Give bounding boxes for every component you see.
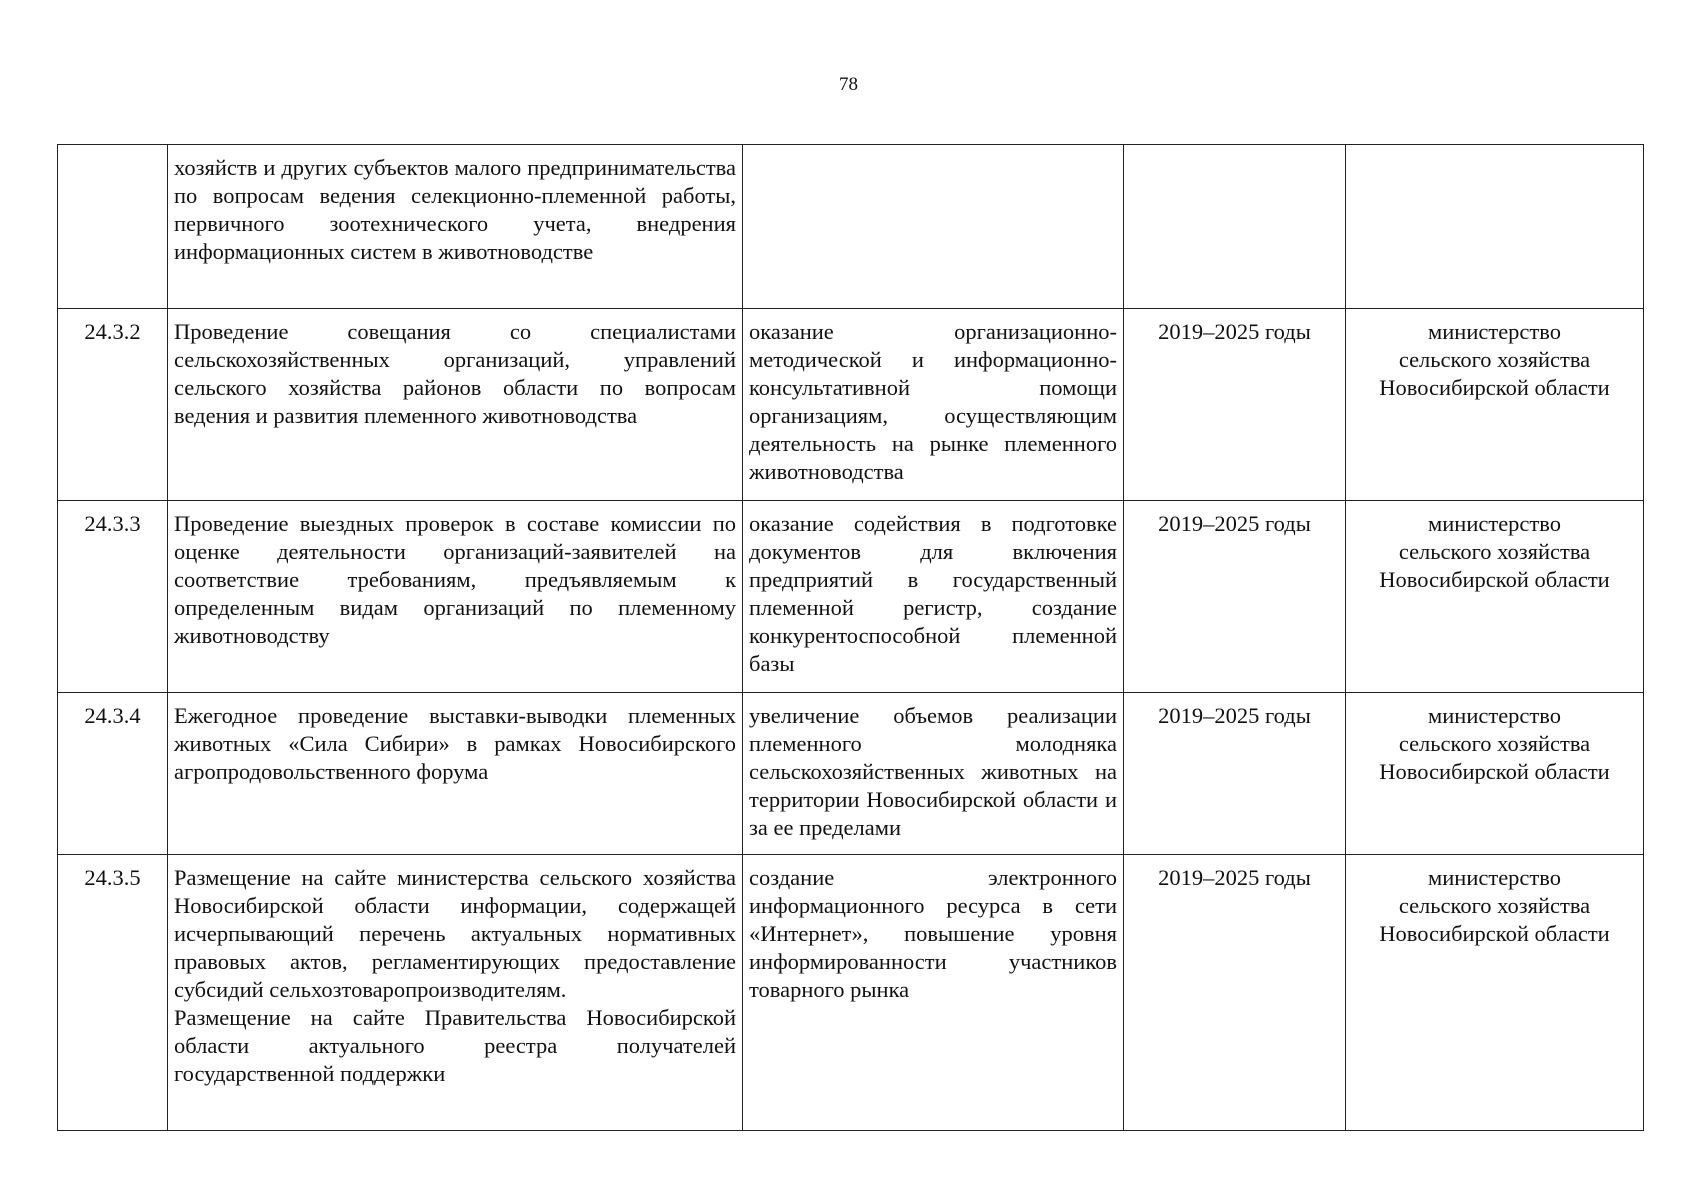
executor-cell [1346,693,1644,855]
term-cell: 2019–2025 годы [1124,309,1346,501]
activity-text: хозяйств и других субъектов малого предпринимательства по вопросам ведения селекционно-племенной работы, первичного зоотехнического учета, внедрения информационных систем в животноводстве [174,155,736,264]
executor-line: министерство [1428,703,1561,728]
executor-line: министерство [1428,865,1561,890]
table-row [58,145,1644,309]
result-cell [743,145,1124,309]
activity-text: Проведение выездных проверок в составе комиссии по оценке деятельности организаций-заявителей на соответствие требованиям, предъявляемым к определенным видам организаций по племенному животноводству [174,511,736,648]
executor-line: сельского хозяйства [1398,893,1591,918]
result-cell: оказание содействия в подготовке документов для включения предприятий в государственный племенной регистр, создание конкурентоспособной племенной базы [743,501,1124,693]
executor-line: Новосибирской области [1379,567,1610,592]
row-number-cell: 24.3.4 [58,693,168,855]
activity-text: Размещение на сайте министерства сельского хозяйства Новосибирской области информации, содержащей исчерпывающий перечень актуальных нормативных правовых актов, регламентирующих предоставление субсидий сельхозтоваропроизводителям. [174,865,736,1002]
activity-cell [168,501,743,693]
result-cell: оказание организационно-методической и информационно-консультативной помощи организациям, осуществляющим деятельность на рынке племенного животноводства [743,309,1124,501]
executor-line: Новосибирской области [1379,759,1610,784]
result-cell: создание электронного информационного ресурса в сети «Интернет», повышение уровня информированности участников товарного рынка [743,855,1124,1131]
executor-cell [1346,145,1644,309]
activity-cell [168,693,743,855]
executor-line: сельского хозяйства [1398,347,1591,372]
executor-cell [1346,855,1644,1131]
page-number: 78 [839,74,858,95]
activity-text: Проведение совещания со специалистами сельскохозяйственных организаций, управлений сельского хозяйства районов области по вопросам ведения и развития племенного животноводства [174,319,736,428]
executor-line: сельского хозяйства [1398,539,1591,564]
term-cell [1124,145,1346,309]
activity-cell [168,309,743,501]
activity-text: Ежегодное проведение выставки-выводки племенных животных «Сила Сибири» в рамках Новосибирского агропродовольственного форума [174,703,736,784]
table-row [58,693,1644,855]
activity-cell [168,855,743,1131]
executor-cell [1346,501,1644,693]
row-number-cell: 24.3.3 [58,501,168,693]
activity-cell [168,145,743,309]
term-cell: 2019–2025 годы [1124,855,1346,1131]
row-number-cell [58,145,168,309]
measures-table [57,144,1644,1131]
activity-text: Размещение на сайте Правительства Новосибирской области актуального реестра получателей государственной поддержки [174,1005,736,1086]
executor-line: Новосибирской области [1379,921,1610,946]
executor-line: министерство [1428,511,1561,536]
row-number-cell: 24.3.5 [58,855,168,1131]
row-number-cell: 24.3.2 [58,309,168,501]
executor-line: Новосибирской области [1379,375,1610,400]
executor-line: сельского хозяйства [1398,731,1591,756]
executor-line: министерство [1428,319,1561,344]
term-cell: 2019–2025 годы [1124,693,1346,855]
table-row [58,501,1644,693]
term-cell: 2019–2025 годы [1124,501,1346,693]
result-cell: увеличение объемов реализации племенного молодняка сельскохозяйственных животных на территории Новосибирской области и за ее пределами [743,693,1124,855]
table-row [58,855,1644,1131]
table-row [58,309,1644,501]
executor-cell [1346,309,1644,501]
